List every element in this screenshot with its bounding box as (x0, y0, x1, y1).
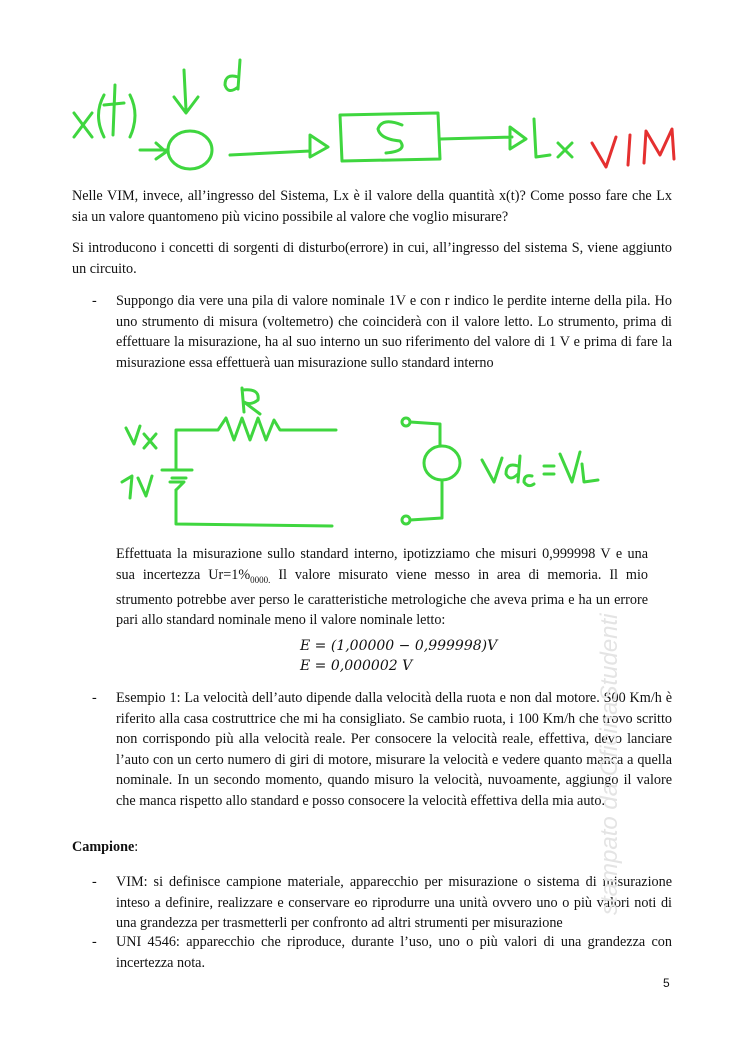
bullet-text: VIM: si definisce campione materiale, apparecchio per misurazione o sistema di misurazione inteso a definire, realizzare e conservare eo riprodurre una unità ovvero uno o più valori noti di una grandezza per trasmetterli per confronto ad altri strumenti per misurazione (116, 874, 672, 931)
campione-heading (72, 839, 138, 856)
campione-colon: : (134, 839, 139, 855)
measurement-block (92, 544, 648, 631)
campione-heading-text: Campione (72, 839, 135, 855)
measurement-text-b: Il valore misurato viene messo in area di memoria. Il mio strumento potrebbe aver perso le caratteristiche metrologiche che aveva prima e ha un errore pari allo standard nominale meno il valore nominale letto: (116, 566, 649, 629)
paragraph-vim: Nelle VIM, invece, all’ingresso del Sistema, Lx è il valore della quantità x(t)? Come posso fare che Lx sia un valore quantomeno più vicino possibile al valore che voglio misurare? (72, 188, 672, 225)
measurement-text (116, 544, 648, 631)
equation-1: E = (1,00000 − 0,999998)V (300, 638, 498, 654)
page-number: 5 (663, 976, 670, 990)
equations (300, 636, 560, 676)
bullet-pila (92, 291, 672, 373)
bullet-text: Suppongo dia vere una pila di valore nominale 1V e con r indico le perdite interne della pila. Ho uno strumento di misura (voltemetro) che coinciderà con il valore letto. Lo strumento, prima di effettuare la misurazione, ha al suo interno un suo riferimento del valore di 1 V e prima di fare la misurazione essa effettuerà uan misurazione sullo standard interno (116, 293, 672, 371)
bullet-dash: - (92, 293, 97, 309)
bullet-uni-definition (92, 932, 672, 973)
equation-2: E = 0,000002 V (300, 658, 413, 674)
bullet-text: Esempio 1: La velocità dell’auto dipende dalla velocità della ruota e non dal motore. S00 Km/h è riferito alla casa costruttrice che mi ha consigliato. Se cambio ruota, i 100 Km/h che trovo scritto non corrispondo più alla velocità reale. Per consocere la velocità reale, effettiva, devo lanciare l’auto con un certo numero di giri di motore, misurare la velocità e vedere quanto manca a quella nominale. In un secondo momento, quando misuro la velocità, nuvoamente, aggiungo il valore che manca rispetto allo standard e posso consocere la velocità effettiva della mia auto. (116, 690, 672, 809)
bullet-dash: - (92, 874, 97, 890)
bullet-vim-definition (92, 872, 672, 934)
watermark: stampato da OficinaStudenti (596, 613, 623, 915)
measurement-subscript: 0000. (250, 574, 271, 585)
measurement-text-a: Effettuata la misurazione sullo standard interno, ipotizziamo che misuri 0,999998 V e una sua incertezza Ur=1% (116, 546, 648, 583)
circuit-sketch (110, 378, 610, 538)
bullet-dash: - (92, 934, 97, 950)
block-diagram-sketch (60, 55, 690, 180)
bullet-dash: - (92, 690, 97, 706)
bullet-text: UNI 4546: apparecchio che riproduce, durante l’uso, uno o più valori di una grandezza con incertezza nota. (116, 934, 672, 971)
bullet-esempio (92, 688, 672, 811)
paragraph-disturbo: Si introducono i concetti di sorgenti di disturbo(errore) in cui, all’ingresso del sistema S, viene aggiunto un circuito. (72, 240, 672, 277)
